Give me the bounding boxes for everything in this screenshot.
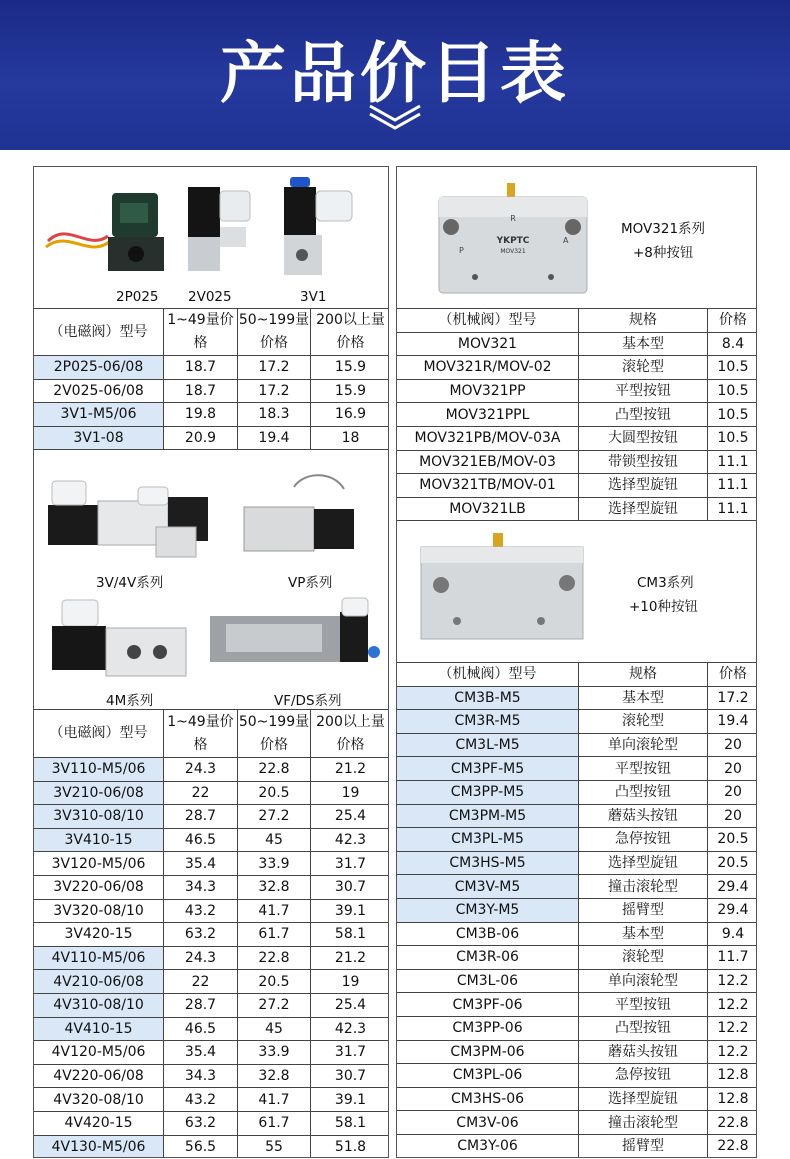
- mov321-port-p-label: P: [459, 246, 464, 255]
- spec-cell: 基本型: [579, 332, 708, 356]
- price-cell: 20: [708, 804, 758, 828]
- price-50-199-cell: 41.7: [238, 899, 311, 923]
- price-200-plus-cell: 51.8: [311, 1135, 390, 1158]
- price-200-plus-cell: 16.9: [311, 403, 390, 427]
- column-header-text: （电磁阀）型号: [49, 323, 148, 340]
- table-row: [34, 426, 390, 450]
- table-row: [397, 686, 758, 710]
- price-cell: 20.5: [708, 828, 758, 852]
- model-cell: 3V420-15: [34, 923, 164, 947]
- price-50-199-cell: 17.2: [238, 356, 311, 380]
- caption-3v1: 3V1: [300, 289, 327, 305]
- table-row: [34, 758, 390, 782]
- product-images-top: [34, 167, 389, 307]
- table-row: [34, 1041, 390, 1065]
- cm3-price-table: [396, 662, 757, 1158]
- model-cell: 4V220-06/08: [34, 1064, 164, 1088]
- column-header: [311, 710, 390, 758]
- table-row: [34, 993, 390, 1017]
- price-1-49-cell: 34.3: [164, 875, 238, 899]
- caption-vp-series: VP系列: [288, 575, 333, 591]
- price-50-199-cell: 20.5: [238, 970, 311, 994]
- valve-4m-series-image: [42, 592, 192, 692]
- table-header-row: [397, 663, 758, 687]
- column-header-text: 格: [193, 736, 208, 753]
- price-1-49-cell: 22: [164, 781, 238, 805]
- caption-cm3-series: CM3系列: [637, 575, 694, 591]
- price-1-49-cell: 35.4: [164, 1041, 238, 1065]
- price-50-199-cell: 22.8: [238, 946, 311, 970]
- page-header: [0, 0, 790, 150]
- spec-cell: 撞击滚轮型: [579, 875, 708, 899]
- model-cell: 4V310-08/10: [34, 993, 164, 1017]
- caption-2v025: 2V025: [188, 289, 232, 305]
- model-cell: CM3PL-06: [397, 1064, 579, 1088]
- price-cell: 29.4: [708, 898, 758, 922]
- valve-3v1-image: [272, 171, 382, 281]
- table-row: [397, 379, 758, 403]
- spec-cell: 急停按钮: [579, 1064, 708, 1088]
- spec-cell: 蘑菇头按钮: [579, 804, 708, 828]
- column-header: [164, 710, 238, 758]
- price-cell: 20: [708, 757, 758, 781]
- table-row: [397, 733, 758, 757]
- spec-cell: 选择型旋钮: [579, 474, 708, 498]
- model-cell: MOV321R/MOV-02: [397, 356, 579, 380]
- price-50-199-cell: 22.8: [238, 758, 311, 782]
- table-row: [34, 1088, 390, 1112]
- valve-2v025-image: [180, 177, 265, 277]
- page-title: 产品价目表: [220, 35, 570, 112]
- caption-3v4v-series: 3V/4V系列: [96, 575, 164, 591]
- table-row: [397, 1111, 758, 1135]
- column-header-text: 价格: [260, 736, 288, 753]
- column-header-text: 价格: [336, 736, 365, 753]
- model-cell: CM3PF-M5: [397, 757, 579, 781]
- price-cell: 17.2: [708, 686, 758, 710]
- column-header-text: （电磁阀）型号: [49, 725, 148, 741]
- spec-cell: 选择型旋钮: [579, 497, 708, 521]
- price-50-199-cell: 20.5: [238, 781, 311, 805]
- price-1-49-cell: 46.5: [164, 1017, 238, 1041]
- price-50-199-cell: 45: [238, 1017, 311, 1041]
- model-cell: 2P025-06/08: [34, 356, 164, 380]
- spec-cell: 摇臂型: [579, 1134, 708, 1158]
- column-header-text: 1~49量价: [167, 312, 234, 328]
- price-1-49-cell: 35.4: [164, 852, 238, 876]
- price-50-199-cell: 61.7: [238, 923, 311, 947]
- column-header: [311, 309, 390, 356]
- price-200-plus-cell: 58.1: [311, 1111, 390, 1135]
- price-cell: 20: [708, 780, 758, 804]
- spec-cell: 平型按钮: [579, 757, 708, 781]
- price-200-plus-cell: 19: [311, 781, 390, 805]
- model-cell: MOV321EB/MOV-03: [397, 450, 579, 474]
- price-1-49-cell: 56.5: [164, 1135, 238, 1158]
- table-header-row: [397, 309, 758, 333]
- price-cell: 20: [708, 733, 758, 757]
- valve-2p025-image: [38, 181, 188, 281]
- model-cell: 4V320-08/10: [34, 1088, 164, 1112]
- table-row: [397, 1134, 758, 1158]
- column-header: （机械阀）型号: [397, 663, 579, 687]
- table-row: [34, 899, 390, 923]
- column-header-text: 1~49量价: [167, 713, 234, 730]
- table-row: [34, 356, 390, 380]
- model-cell: MOV321LB: [397, 497, 579, 521]
- mechanical-valve-panel: [396, 166, 757, 1158]
- price-200-plus-cell: 42.3: [311, 828, 390, 852]
- column-header: [238, 309, 311, 356]
- price-cell: 10.5: [708, 403, 758, 427]
- table-row: [34, 781, 390, 805]
- column-header: [34, 710, 164, 758]
- model-cell: CM3PP-M5: [397, 780, 579, 804]
- table-row: [397, 1087, 758, 1111]
- column-header-text: 200以上量: [316, 713, 385, 730]
- price-cell: 12.2: [708, 969, 758, 993]
- caption-2p025: 2P025: [116, 289, 159, 305]
- model-cell: CM3R-06: [397, 946, 579, 970]
- table-row: [397, 851, 758, 875]
- column-header: 规格: [579, 309, 708, 333]
- price-200-plus-cell: 31.7: [311, 852, 390, 876]
- column-header: 价格: [708, 663, 758, 687]
- spec-cell: 滚轮型: [579, 356, 708, 380]
- column-header-text: 50~199量: [238, 713, 310, 730]
- model-cell: CM3L-M5: [397, 733, 579, 757]
- table-row: [397, 1040, 758, 1064]
- table-row: [397, 969, 758, 993]
- price-200-plus-cell: 39.1: [311, 1088, 390, 1112]
- model-cell: 4V110-M5/06: [34, 946, 164, 970]
- spec-cell: 凸型按钮: [579, 1016, 708, 1040]
- valve-mov321-image: [433, 181, 593, 299]
- price-50-199-cell: 61.7: [238, 1111, 311, 1135]
- column-header: [34, 309, 164, 356]
- model-cell: CM3Y-06: [397, 1134, 579, 1158]
- price-cell: 12.8: [708, 1064, 758, 1088]
- model-cell: MOV321: [397, 332, 579, 356]
- column-header-text: 200以上量: [316, 312, 385, 328]
- column-header: [238, 710, 311, 758]
- price-cell: 12.8: [708, 1087, 758, 1111]
- price-50-199-cell: 32.8: [238, 1064, 311, 1088]
- table-row: [397, 946, 758, 970]
- price-200-plus-cell: 21.2: [311, 946, 390, 970]
- price-cell: 11.1: [708, 450, 758, 474]
- model-cell: CM3B-06: [397, 922, 579, 946]
- table-row: [397, 474, 758, 498]
- table-row: [397, 450, 758, 474]
- price-200-plus-cell: 15.9: [311, 379, 390, 403]
- mov321-brand-label: YKPTC: [496, 236, 530, 246]
- model-cell: MOV321PPL: [397, 403, 579, 427]
- table-row: [397, 828, 758, 852]
- table-row: [397, 757, 758, 781]
- table-row: [397, 922, 758, 946]
- table-row: [397, 898, 758, 922]
- model-cell: CM3Y-M5: [397, 898, 579, 922]
- table-header-row: [34, 309, 390, 356]
- model-cell: CM3V-M5: [397, 875, 579, 899]
- price-cell: 12.2: [708, 1040, 758, 1064]
- price-200-plus-cell: 58.1: [311, 923, 390, 947]
- price-cell: 11.7: [708, 946, 758, 970]
- spec-cell: 带锁型按钮: [579, 450, 708, 474]
- model-cell: 3V110-M5/06: [34, 758, 164, 782]
- spec-cell: 凸型按钮: [579, 780, 708, 804]
- caption-mov321-series: MOV321系列: [621, 221, 706, 237]
- price-1-49-cell: 28.7: [164, 805, 238, 829]
- model-cell: 2V025-06/08: [34, 379, 164, 403]
- table-row: [34, 946, 390, 970]
- model-cell: 4V410-15: [34, 1017, 164, 1041]
- price-cell: 29.4: [708, 875, 758, 899]
- price-1-49-cell: 63.2: [164, 1111, 238, 1135]
- model-cell: 3V320-08/10: [34, 899, 164, 923]
- price-50-199-cell: 55: [238, 1135, 311, 1158]
- price-1-49-cell: 34.3: [164, 1064, 238, 1088]
- price-50-199-cell: 19.4: [238, 426, 311, 450]
- price-50-199-cell: 32.8: [238, 875, 311, 899]
- solenoid-price-table-1: [33, 308, 389, 450]
- price-cell: 10.5: [708, 356, 758, 380]
- column-header-text: 价格: [260, 335, 288, 351]
- price-50-199-cell: 33.9: [238, 852, 311, 876]
- table-row: [397, 497, 758, 521]
- spec-cell: 单向滚轮型: [579, 969, 708, 993]
- model-cell: CM3HS-06: [397, 1087, 579, 1111]
- mov321-port-r-label: R: [510, 214, 516, 223]
- caption-4m-series: 4M系列: [106, 693, 154, 709]
- mov321-price-table: [396, 308, 757, 521]
- price-200-plus-cell: 30.7: [311, 1064, 390, 1088]
- price-cell: 11.1: [708, 497, 758, 521]
- table-header-row: [34, 710, 390, 758]
- price-50-199-cell: 18.3: [238, 403, 311, 427]
- model-cell: MOV321PB/MOV-03A: [397, 426, 579, 450]
- table-row: [34, 1064, 390, 1088]
- spec-cell: 撞击滚轮型: [579, 1111, 708, 1135]
- model-cell: 3V220-06/08: [34, 875, 164, 899]
- table-row: [34, 379, 390, 403]
- caption-mov321-buttons: +8种按钮: [633, 245, 694, 261]
- model-cell: CM3L-06: [397, 969, 579, 993]
- model-cell: 4V130-M5/06: [34, 1135, 164, 1158]
- price-200-plus-cell: 30.7: [311, 875, 390, 899]
- price-200-plus-cell: 19: [311, 970, 390, 994]
- table-row: [34, 403, 390, 427]
- model-cell: 3V1-M5/06: [34, 403, 164, 427]
- model-cell: 4V210-06/08: [34, 970, 164, 994]
- model-cell: 3V120-M5/06: [34, 852, 164, 876]
- price-1-49-cell: 63.2: [164, 923, 238, 947]
- price-50-199-cell: 45: [238, 828, 311, 852]
- price-1-49-cell: 22: [164, 970, 238, 994]
- column-header: 价格: [708, 309, 758, 333]
- price-50-199-cell: 27.2: [238, 993, 311, 1017]
- model-cell: CM3R-M5: [397, 710, 579, 734]
- price-50-199-cell: 27.2: [238, 805, 311, 829]
- model-cell: CM3V-06: [397, 1111, 579, 1135]
- valve-vp-series-image: [234, 467, 374, 567]
- model-cell: 4V120-M5/06: [34, 1041, 164, 1065]
- price-cell: 8.4: [708, 332, 758, 356]
- price-200-plus-cell: 42.3: [311, 1017, 390, 1041]
- price-50-199-cell: 41.7: [238, 1088, 311, 1112]
- price-cell: 22.8: [708, 1134, 758, 1158]
- table-row: [397, 780, 758, 804]
- price-cell: 19.4: [708, 710, 758, 734]
- solenoid-valve-panel: [33, 166, 389, 1158]
- model-cell: CM3PF-06: [397, 993, 579, 1017]
- price-200-plus-cell: 15.9: [311, 356, 390, 380]
- column-header-text: 50~199量: [238, 312, 310, 328]
- price-1-49-cell: 28.7: [164, 993, 238, 1017]
- price-200-plus-cell: 21.2: [311, 758, 390, 782]
- price-cell: 12.2: [708, 1016, 758, 1040]
- solenoid-price-table-2: [33, 709, 389, 1158]
- spec-cell: 基本型: [579, 922, 708, 946]
- table-row: [397, 403, 758, 427]
- price-cell: 10.5: [708, 426, 758, 450]
- price-1-49-cell: 24.3: [164, 758, 238, 782]
- spec-cell: 摇臂型: [579, 898, 708, 922]
- model-cell: CM3PM-06: [397, 1040, 579, 1064]
- model-cell: CM3PL-M5: [397, 828, 579, 852]
- spec-cell: 急停按钮: [579, 828, 708, 852]
- chevron-down-icon: [368, 112, 422, 132]
- price-1-49-cell: 43.2: [164, 1088, 238, 1112]
- caption-vfds-series: VF/DS系列: [274, 693, 342, 709]
- model-cell: CM3HS-M5: [397, 851, 579, 875]
- spec-cell: 滚轮型: [579, 710, 708, 734]
- table-row: [397, 804, 758, 828]
- table-row: [34, 805, 390, 829]
- price-200-plus-cell: 25.4: [311, 993, 390, 1017]
- mov321-model-label: MOV321: [500, 248, 526, 255]
- spec-cell: 基本型: [579, 686, 708, 710]
- price-cell: 12.2: [708, 993, 758, 1017]
- spec-cell: 单向滚轮型: [579, 733, 708, 757]
- price-50-199-cell: 33.9: [238, 1041, 311, 1065]
- model-cell: 3V410-15: [34, 828, 164, 852]
- table-row: [397, 710, 758, 734]
- table-row: [397, 993, 758, 1017]
- price-cell: 20.5: [708, 851, 758, 875]
- price-200-plus-cell: 25.4: [311, 805, 390, 829]
- table-row: [34, 1111, 390, 1135]
- column-header-text: 价格: [336, 335, 365, 351]
- table-row: [34, 970, 390, 994]
- price-1-49-cell: 24.3: [164, 946, 238, 970]
- price-1-49-cell: 43.2: [164, 899, 238, 923]
- mov321-port-a-label: A: [563, 236, 569, 245]
- table-row: [397, 1064, 758, 1088]
- table-row: [34, 852, 390, 876]
- model-cell: 3V1-08: [34, 426, 164, 450]
- column-header-text: 格: [193, 335, 208, 351]
- spec-cell: 蘑菇头按钮: [579, 1040, 708, 1064]
- price-50-199-cell: 17.2: [238, 379, 311, 403]
- table-row: [397, 426, 758, 450]
- table-row: [397, 332, 758, 356]
- model-cell: MOV321TB/MOV-01: [397, 474, 579, 498]
- price-1-49-cell: 18.7: [164, 356, 238, 380]
- price-1-49-cell: 20.9: [164, 426, 238, 450]
- price-1-49-cell: 19.8: [164, 403, 238, 427]
- column-header: （机械阀）型号: [397, 309, 579, 333]
- price-cell: 10.5: [708, 379, 758, 403]
- price-200-plus-cell: 31.7: [311, 1041, 390, 1065]
- column-header: [164, 309, 238, 356]
- model-cell: MOV321PP: [397, 379, 579, 403]
- table-row: [34, 875, 390, 899]
- price-1-49-cell: 46.5: [164, 828, 238, 852]
- valve-3v4v-series-image: [38, 467, 218, 567]
- spec-cell: 滚轮型: [579, 946, 708, 970]
- price-cell: 9.4: [708, 922, 758, 946]
- model-cell: CM3B-M5: [397, 686, 579, 710]
- model-cell: CM3PM-M5: [397, 804, 579, 828]
- table-row: [34, 923, 390, 947]
- spec-cell: 平型按钮: [579, 379, 708, 403]
- price-200-plus-cell: 18: [311, 426, 390, 450]
- table-row: [34, 1017, 390, 1041]
- valve-vfds-series-image: [206, 592, 386, 682]
- spec-cell: 大圆型按钮: [579, 426, 708, 450]
- price-1-49-cell: 18.7: [164, 379, 238, 403]
- table-row: [397, 1016, 758, 1040]
- model-cell: CM3PP-06: [397, 1016, 579, 1040]
- price-cell: 11.1: [708, 474, 758, 498]
- model-cell: 3V310-08/10: [34, 805, 164, 829]
- table-row: [34, 828, 390, 852]
- spec-cell: 选择型旋钮: [579, 851, 708, 875]
- table-row: [34, 1135, 390, 1158]
- spec-cell: 凸型按钮: [579, 403, 708, 427]
- model-cell: 4V420-15: [34, 1111, 164, 1135]
- valve-cm3-image: [417, 527, 587, 647]
- model-cell: 3V210-06/08: [34, 781, 164, 805]
- table-row: [397, 356, 758, 380]
- spec-cell: 平型按钮: [579, 993, 708, 1017]
- column-header: 规格: [579, 663, 708, 687]
- spec-cell: 选择型旋钮: [579, 1087, 708, 1111]
- price-200-plus-cell: 39.1: [311, 899, 390, 923]
- price-cell: 22.8: [708, 1111, 758, 1135]
- caption-cm3-buttons: +10种按钮: [629, 599, 698, 615]
- table-row: [397, 875, 758, 899]
